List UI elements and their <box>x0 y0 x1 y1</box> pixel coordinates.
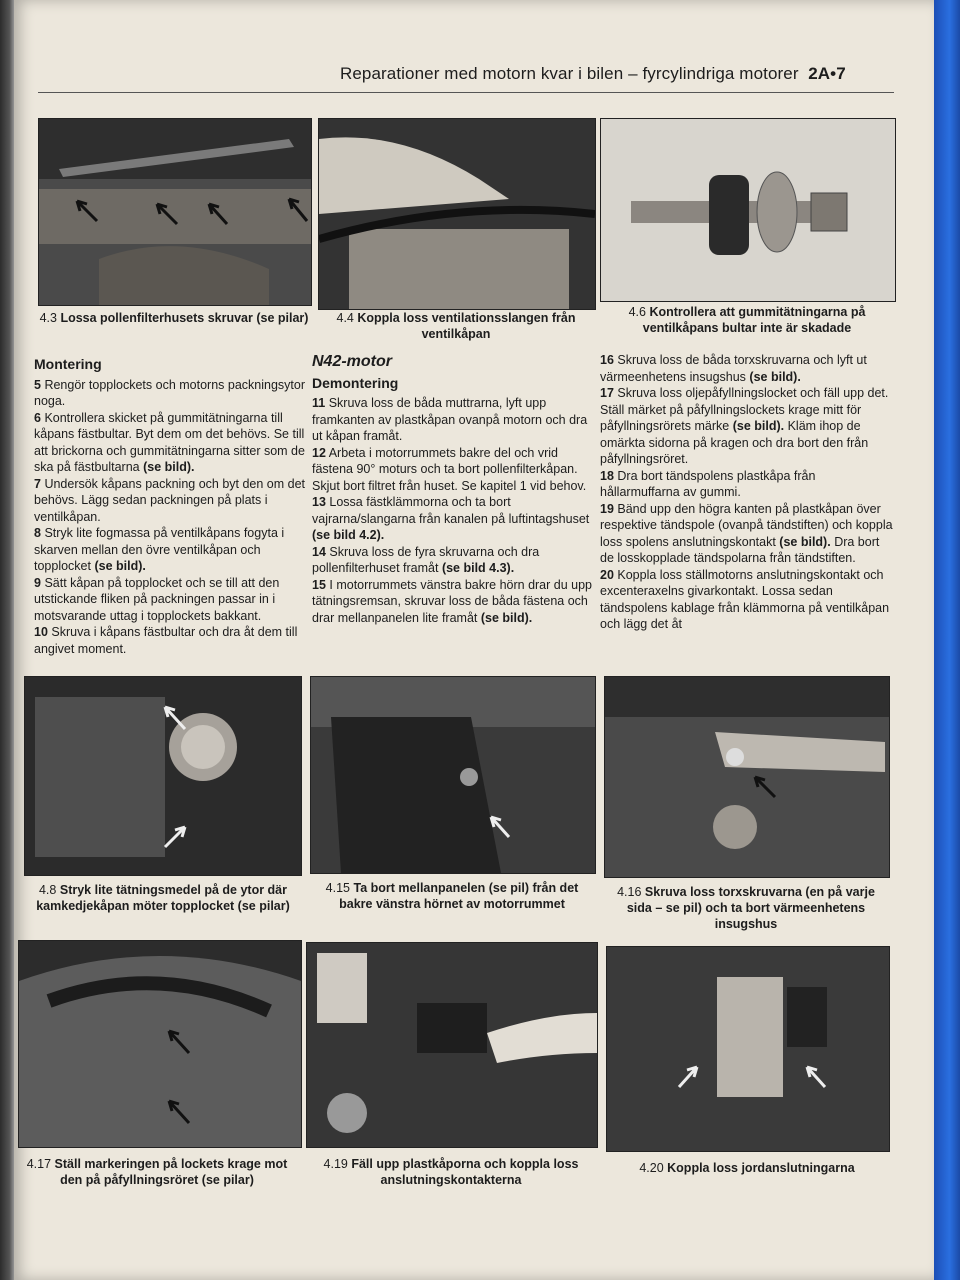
binder-blue-edge <box>934 0 960 1280</box>
caption-number: 4.6 <box>628 305 646 319</box>
step-17: 17 Skruva loss oljepåfyllningslocket och fäll upp det. Ställ märket på påfyllningslockets krage mitt för påfyllningsrörets märke (se bild). Kläm ihop de omärkta sidorna på kragen och dra bort den från påfyllningsröret. <box>600 386 889 466</box>
caption-4-4 <box>318 310 594 342</box>
step-19: 19 Bänd upp den högra kanten på plastkåpan över respektive tändspole (ovanpå tändstiften) och koppla loss spolens anslutningskontakt (se bild). Dra bort de losskopplade tändspolarna från tändstiften. <box>600 501 893 565</box>
photo-4-19 <box>306 942 598 1148</box>
caption-number: 4.8 <box>38 883 57 897</box>
photo-4-8 <box>24 676 302 876</box>
header-title: Reparationer med motorn kvar i bilen – fyrcylindriga motorer <box>340 64 799 83</box>
section-heading-montering: Montering <box>34 356 102 372</box>
caption-text: Koppla loss jordanslutningarna <box>667 1161 855 1175</box>
caption-text: Stryk lite tätningsmedel på de ytor där kamkedjekåpan möter topplocket (se pilar) <box>36 883 290 913</box>
caption-4-20 <box>606 1160 888 1176</box>
step-13: 13 Lossa fästklämmorna och ta bort vajrarna/slangarna från kanalen på luftintagshuset (se bild 4.2). <box>312 495 590 542</box>
step-6: 6 Kontrollera skicket på gummitätningarna till kåpans fästbultar. Byt dem om det behövs. Se till att brickorna och gummitätningarna sitter som de ska på fästbultarna (se bild). <box>34 410 305 474</box>
photo-4-20 <box>606 946 890 1152</box>
caption-4-8 <box>18 882 308 914</box>
text-column-1 <box>34 356 310 657</box>
photo-4-15 <box>310 676 596 874</box>
caption-number: 4.15 <box>325 881 351 895</box>
photo-4-16 <box>604 676 890 878</box>
photo-4-17 <box>18 940 302 1148</box>
caption-text: Ta bort mellanpanelen (se pil) från det bakre vänstra hörnet av motorrummet <box>339 881 579 911</box>
caption-text: Koppla loss ventilationsslangen från ventilkåpan <box>357 311 576 341</box>
caption-4-19 <box>306 1156 596 1188</box>
caption-4-16 <box>604 884 888 932</box>
caption-text: Lossa pollenfilterhusets skruvar (se pilar) <box>60 311 309 325</box>
caption-text: Fäll upp plastkåporna och koppla loss anslutningskontakterna <box>351 1157 579 1187</box>
caption-number: 4.3 <box>39 311 57 325</box>
caption-number: 4.4 <box>336 311 354 325</box>
step-10: 10 Skruva i kåpans fästbultar och dra åt dem till angivet moment. <box>34 625 298 656</box>
caption-text: Kontrollera att gummitätningarna på ventilkåpans bultar inte är skadade <box>642 305 866 335</box>
caption-number: 4.16 <box>617 885 642 899</box>
step-16: 16 Skruva loss de båda torxskruvarna och lyft ut värmeenhetens insugshus (se bild). <box>600 353 867 384</box>
photo-4-4 <box>318 118 596 310</box>
step-12: 12 Arbeta i motorrummets bakre del och vrid fästena 90° moturs och ta bort pollenfilterkåpan. Skjut bort filtret från huset. Se kapitel 1 vid behov. <box>312 445 587 493</box>
step-18: 18 Dra bort tändspolens plastkåpa från hållarmuffarna av gummi. <box>600 468 816 499</box>
step-7: 7 Undersök kåpans packning och byt den om det behövs. Lägg sedan packningen på plats i ventilkåpan. <box>34 476 306 524</box>
caption-number: 4.17 <box>26 1157 52 1171</box>
text-column-2 <box>312 354 592 626</box>
step-5: 5 Rengör topplockets och motorns packningsytor noga. <box>34 377 305 408</box>
caption-text: Skruva loss torxskruvarna (en på varje sida – se pil) och ta bort värmeenhetens insugshus <box>626 885 875 931</box>
caption-number: 4.20 <box>639 1161 664 1175</box>
step-15: 15 I motorrummets vänstra bakre hörn drar du upp tätningsremsan, skruvar loss de båda fästena och drar mellanpanelen lite framåt (se bild). <box>312 577 593 625</box>
step-14: 14 Skruva loss de fyra skruvarna och dra pollenfilterhuset framåt (se bild 4.3). <box>312 544 540 575</box>
step-8: 8 Stryk lite fogmassa på ventilkåpans fogyta i skarven mellan den övre ventilkåpan och topplocket (se bild). <box>34 526 285 573</box>
photo-4-3 <box>38 118 312 306</box>
caption-number: 4.19 <box>323 1157 348 1171</box>
caption-4-3 <box>38 310 310 326</box>
caption-4-17 <box>14 1156 300 1188</box>
caption-text: Ställ markeringen på lockets krage mot den på påfyllningsröret (se pilar) <box>54 1157 288 1187</box>
page-header <box>340 64 888 84</box>
step-9: 9 Sätt kåpan på topplocket och se till att den utstickande fliken på packningen passar in i motsvarande uttag i topplockets bakkant. <box>34 575 280 623</box>
caption-4-15 <box>310 880 594 912</box>
text-column-3 <box>600 352 894 633</box>
page-number: 2A•7 <box>808 64 846 83</box>
manual-page <box>14 0 936 1280</box>
step-20: 20 Koppla loss ställmotorns anslutningskontakt och excenteraxelns givarkontakt. Lossa sedan tändspolens kablage från klämmorna på ventilkåpan och lägg det åt <box>600 567 890 631</box>
header-rule <box>38 92 894 93</box>
step-11: 11 Skruva loss de båda muttrarna, lyft upp framkanten av plastkåpan ovanpå motorn och dra ut kåpan framåt. <box>312 396 588 443</box>
photo-4-6 <box>600 118 896 302</box>
section-title-n42: N42-motor <box>312 353 393 370</box>
caption-4-6 <box>600 304 894 336</box>
section-heading-demontering: Demontering <box>312 374 399 391</box>
